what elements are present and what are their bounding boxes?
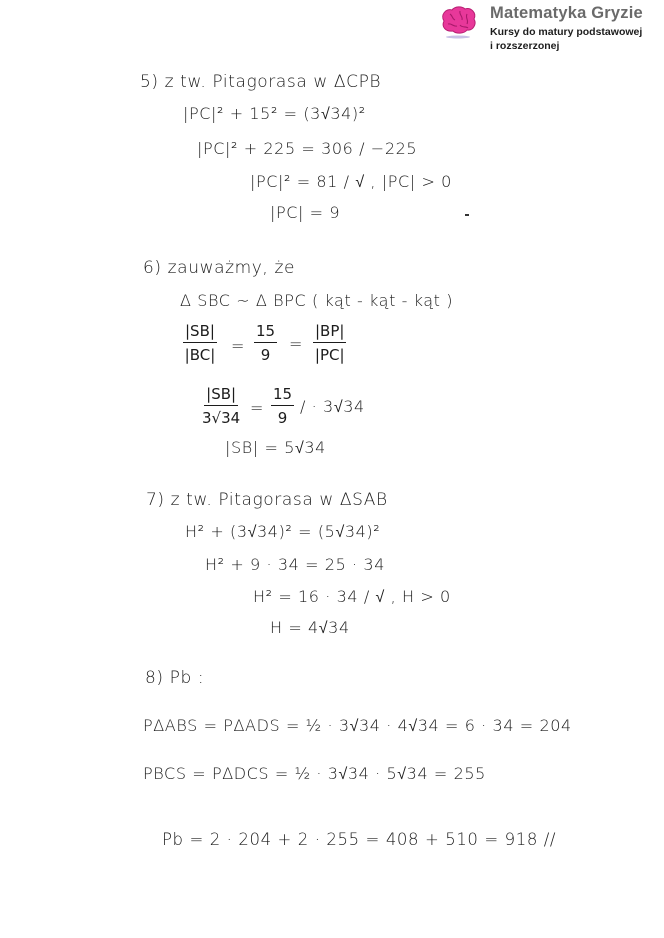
- final-answer: Pb = 2 · 204 + 2 · 255 = 408 + 510 = 918 //: [162, 830, 557, 849]
- section-8-heading: 8) Pb :: [145, 668, 205, 688]
- section-7-line-4: H = 4√34: [270, 618, 350, 637]
- equals-sign: =: [289, 334, 304, 353]
- section-8-line-1: PΔABS = PΔADS = ½ · 3√34 · 4√34 = 6 · 34 = 204: [143, 716, 572, 735]
- section-5-heading: 5) z tw. Pitagorasa w ΔCPB: [140, 72, 382, 92]
- section-5-line-3: |PC|² = 81 / √ , |PC| > 0: [250, 172, 452, 191]
- sb-result: |SB| = 5√34: [225, 438, 326, 457]
- brand-title: Matematyka Gryzie: [490, 4, 643, 22]
- section-5-line-2: |PC|² + 225 = 306 / −225: [197, 139, 418, 158]
- section-7-heading: 7) z tw. Pitagorasa w ΔSAB: [146, 490, 388, 510]
- section-7-line-1: H² + (3√34)² = (5√34)²: [185, 522, 381, 541]
- section-7-line-3: H² = 16 · 34 / √ , H > 0: [253, 587, 451, 606]
- section-7-line-2: H² + 9 · 34 = 25 · 34: [205, 555, 385, 574]
- fraction-15-9-b: $\frac{15}{9}$: [273, 385, 293, 427]
- section-6-heading: 6) zauważmy, że: [143, 258, 296, 278]
- fraction-sb-bc: $\frac{|SB|}{|BC|}$: [184, 322, 216, 364]
- fraction-sb-3sqrt34: $\frac{|SB|}{3√34}$: [202, 385, 241, 427]
- equals-sign: =: [231, 336, 246, 355]
- brand-subtitle-line1: Kursy do matury podstawowej: [490, 26, 643, 38]
- fraction-bp-pc: $\frac{|BP|}{|PC|}$: [314, 322, 345, 364]
- stray-mark: [465, 214, 469, 216]
- fraction-15-9: $\frac{15}{9}$: [256, 322, 276, 364]
- similarity-statement: Δ SBC ~ Δ BPC ( kąt - kąt - kąt ): [180, 291, 454, 310]
- equals-sign: =: [250, 398, 265, 417]
- brain-icon: [438, 5, 478, 39]
- section-5-line-1: |PC|² + 15² = (3√34)²: [183, 104, 366, 123]
- brand-subtitle-line2: i rozszerzonej: [490, 40, 560, 52]
- section-5-line-4: |PC| = 9: [270, 203, 341, 222]
- multiply-operation: / · 3√34: [300, 397, 365, 416]
- section-8-line-2: PBCS = PΔDCS = ½ · 3√34 · 5√34 = 255: [143, 764, 486, 783]
